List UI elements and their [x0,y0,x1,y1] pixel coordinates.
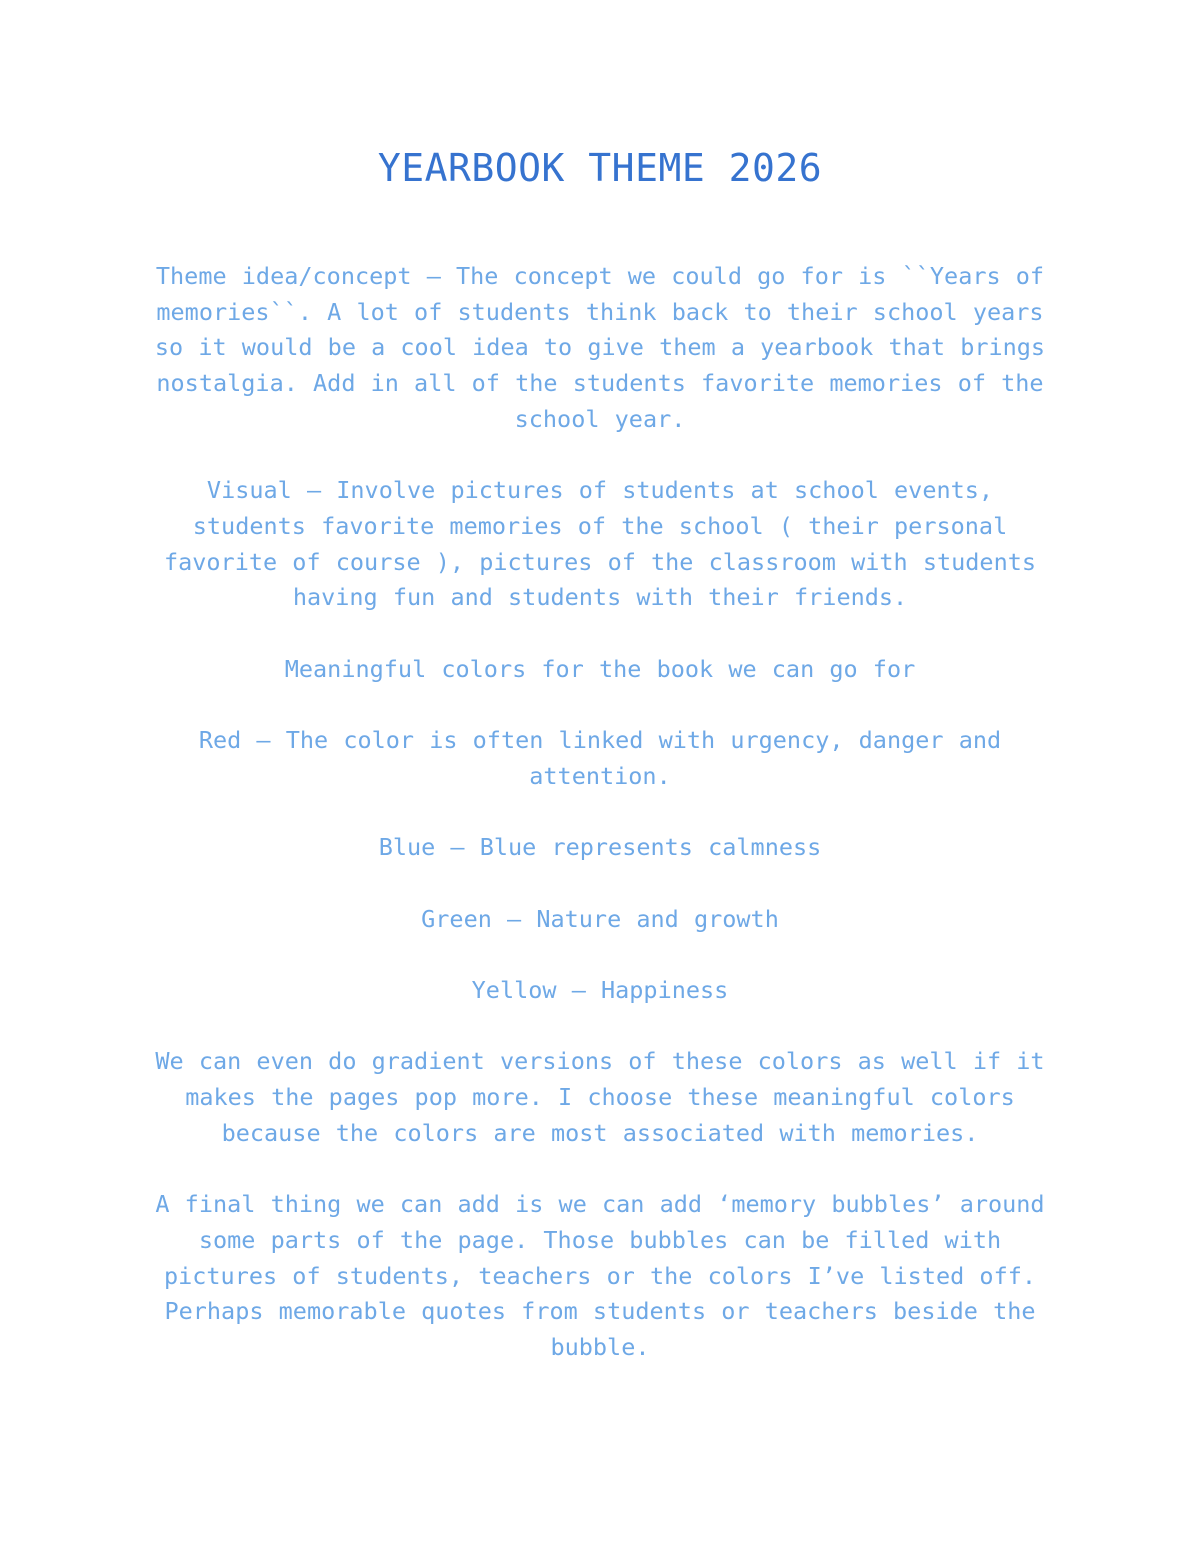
paragraph-memory-bubbles: A final thing we can add is we can add ‘memory bubbles’ around some parts of the page. Those bubbles can be filled with pictures of students, teachers or the colors I’ve listed off. Perhaps memorable quotes from students or teachers beside the bubble. [155,1190,1045,1361]
page-title: YEARBOOK THEME 2026 [377,146,823,190]
paragraph-color-red: Red – The color is often linked with urgency, danger and attention. [198,726,1002,790]
paragraph-color-green: Green – Nature and growth [421,904,779,933]
document-body [145,259,1055,1401]
paragraph-colors-intro: Meaningful colors for the book we can go for [284,654,916,683]
paragraph-theme-concept: Theme idea/concept – The concept we could go for is ``Years of memories``. A lot of students think back to their school years so it would be a cool idea to give them a yearbook that brings nostalgia. Add in all of the students favorite memories of the school year. [154,262,1046,433]
paragraph-gradient: We can even do gradient versions of these colors as well if it makes the pages pop more. I choose these meaningful colors because the colors are most associated with memories. [155,1047,1045,1147]
paragraph-color-yellow: Yellow – Happiness [471,975,729,1004]
paragraph-color-blue: Blue – Blue represents calmness [378,833,822,862]
paragraph-visual: Visual – Involve pictures of students at school events, students favorite memories of the school ( their personal favorite of course ), pictures of the classroom with students having fun and students with their friends. [163,476,1037,612]
